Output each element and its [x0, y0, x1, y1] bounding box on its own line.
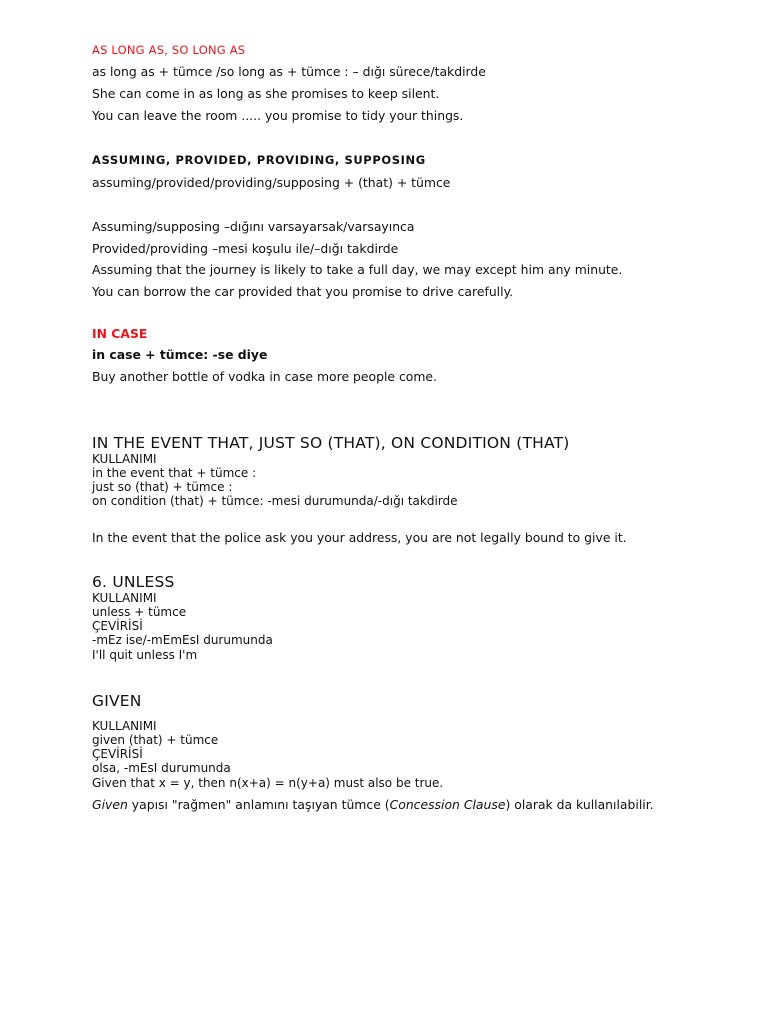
heading-assuming: ASSUMING, PROVIDED, PROVIDING, SUPPOSING	[92, 153, 426, 167]
given-translation: olsa, -mEsI durumunda	[92, 761, 231, 775]
heading-given: GIVEN	[92, 692, 142, 710]
provided-example: You can borrow the car provided that you promise to drive carefully.	[92, 284, 514, 299]
provided-translation: Provided/providing –mesi koşulu ile/–dığı takdirde	[92, 241, 399, 256]
as-long-as-example-1: She can come in as long as she promises to keep silent.	[92, 86, 440, 101]
given-cevirisi: ÇEVİRİSİ	[92, 747, 143, 761]
unless-translation: -mEz ise/-mEmEsI durumunda	[92, 633, 273, 647]
unless-example: I'll quit unless I'm	[92, 648, 198, 662]
unless-kullanimi: KULLANIMI	[92, 591, 157, 605]
heading-in-the-event: IN THE EVENT THAT, JUST SO (THAT), ON CONDITION (THAT)	[92, 434, 570, 452]
just-so-usage: just so (that) + tümce :	[92, 480, 233, 494]
given-kullanimi: KULLANIMI	[92, 719, 157, 733]
in-the-event-usage: in the event that + tümce :	[92, 466, 257, 480]
unless-usage: unless + tümce	[92, 605, 187, 619]
heading-in-case: IN CASE	[92, 326, 148, 341]
unless-cevirisi: ÇEVİRİSİ	[92, 619, 143, 633]
as-long-as-example-2: You can leave the room ..... you promise to tidy your things.	[92, 108, 464, 123]
given-note-italic-concession: Concession Clause	[389, 797, 506, 812]
in-the-event-kullanimi: KULLANIMI	[92, 452, 157, 466]
given-usage: given (that) + tümce	[92, 733, 219, 747]
on-condition-usage: on condition (that) + tümce: -mesi durumunda/-dığı takdirde	[92, 494, 458, 508]
given-example: Given that x = y, then n(x+a) = n(y+a) must also be true.	[92, 776, 444, 790]
assuming-translation: Assuming/supposing –dığını varsayarsak/varsayınca	[92, 219, 415, 234]
given-note-text-2: ) olarak da kullanılabilir.	[505, 797, 654, 812]
given-note-italic-given: Given	[92, 797, 128, 812]
assuming-example: Assuming that the journey is likely to take a full day, we may except him any minute.	[92, 262, 623, 277]
given-note	[92, 797, 654, 813]
given-note-text-1: yapısı "rağmen" anlamını taşıyan tümce (	[127, 797, 390, 812]
in-the-event-example: In the event that the police ask you your address, you are not legally bound to give it.	[92, 530, 627, 545]
in-case-example: Buy another bottle of vodka in case more people come.	[92, 369, 437, 384]
heading-unless: 6. UNLESS	[92, 573, 175, 591]
in-case-usage: in case + tümce: -se diye	[92, 347, 268, 362]
assuming-usage: assuming/provided/providing/supposing + (that) + tümce	[92, 175, 451, 190]
as-long-as-usage: as long as + tümce /so long as + tümce : – dığı sürece/takdirde	[92, 64, 486, 79]
heading-as-long-as: AS LONG AS, SO LONG AS	[92, 43, 246, 57]
